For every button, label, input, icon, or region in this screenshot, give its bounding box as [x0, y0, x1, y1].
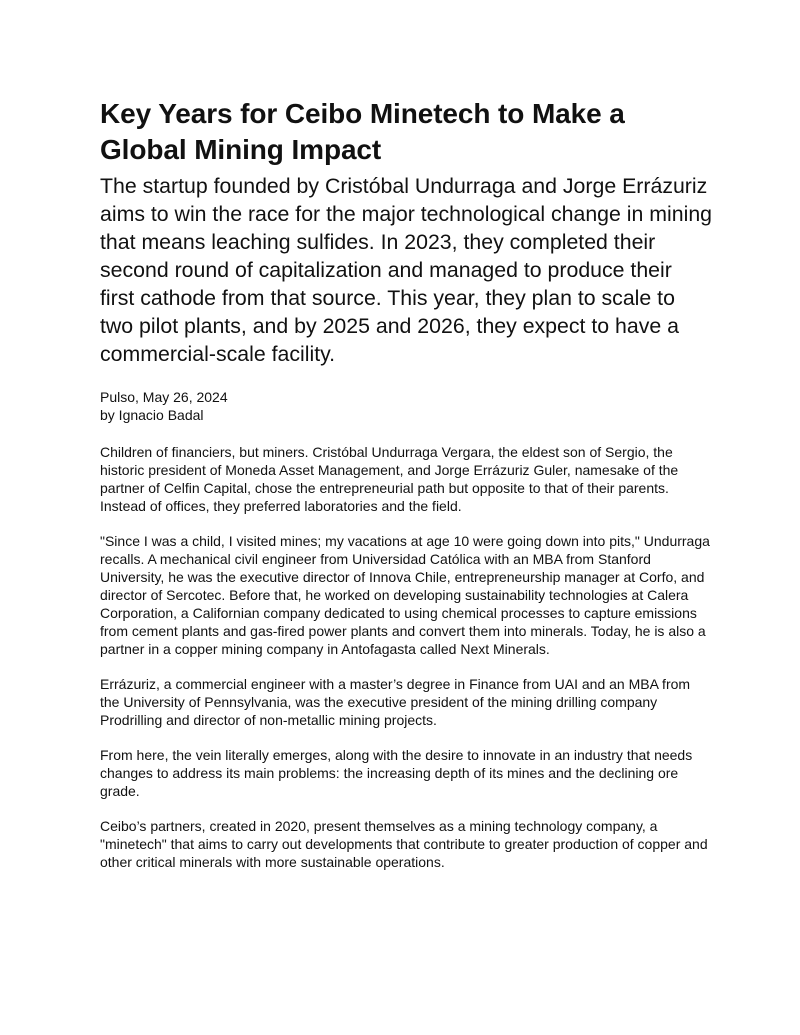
article-title: Key Years for Ceibo Minetech to Make a Global Mining Impact	[100, 98, 625, 165]
article-body	[100, 443, 712, 871]
body-paragraph: Ceibo’s partners, created in 2020, present themselves as a mining technology company, a "minetech" that aims to carry out developments that contribute to greater production of copper and other critical minerals with more sustainable operations.	[100, 818, 708, 870]
byline: by Ignacio Badal	[100, 407, 204, 423]
article-meta	[100, 388, 712, 424]
article-lede: The startup founded by Cristóbal Undurraga and Jorge Errázuriz aims to win the race for the major technological change in mining that means leaching sulfides. In 2023, they completed their second round of capitalization and managed to produce their first cathode from that source. This year, they plan to scale to two pilot plants, and by 2025 and 2026, they expect to have a commercial-scale facility.	[100, 174, 713, 366]
body-paragraph: From here, the vein literally emerges, along with the desire to innovate in an industry that needs changes to address its main problems: the increasing depth of its mines and the declining ore grade.	[100, 747, 693, 799]
body-paragraph: Children of financiers, but miners. Cristóbal Undurraga Vergara, the eldest son of Sergio, the historic president of Moneda Asset Management, and Jorge Errázuriz Guler, namesake of the partner of Celfin Capital, chose the entrepreneurial path but opposite to that of their parents. Instead of offices, they preferred laboratories and the field.	[100, 444, 679, 514]
body-paragraph: "Since I was a child, I visited mines; my vacations at age 10 were going down into pits," Undurraga recalls. A mechanical civil engineer from Universidad Católica with an MBA from Stanford University, he was the executive director of Innova Chile, entrepreneurship manager at Corfo, and director of Sercotec. Before that, he worked on developing sustainability technologies at Calera Corporation, a Californian company dedicated to using chemical processes to capture emissions from cement plants and gas-fired power plants and convert them into minerals. Today, he is also a partner in a copper mining company in Antofagasta called Next Minerals.	[100, 533, 710, 657]
article	[100, 96, 712, 871]
source-date: Pulso, May 26, 2024	[100, 389, 228, 405]
body-paragraph: Errázuriz, a commercial engineer with a master’s degree in Finance from UAI and an MBA from the University of Pennsylvania, was the executive president of the mining drilling company Prodrilling and director of non-metallic mining projects.	[100, 676, 691, 728]
